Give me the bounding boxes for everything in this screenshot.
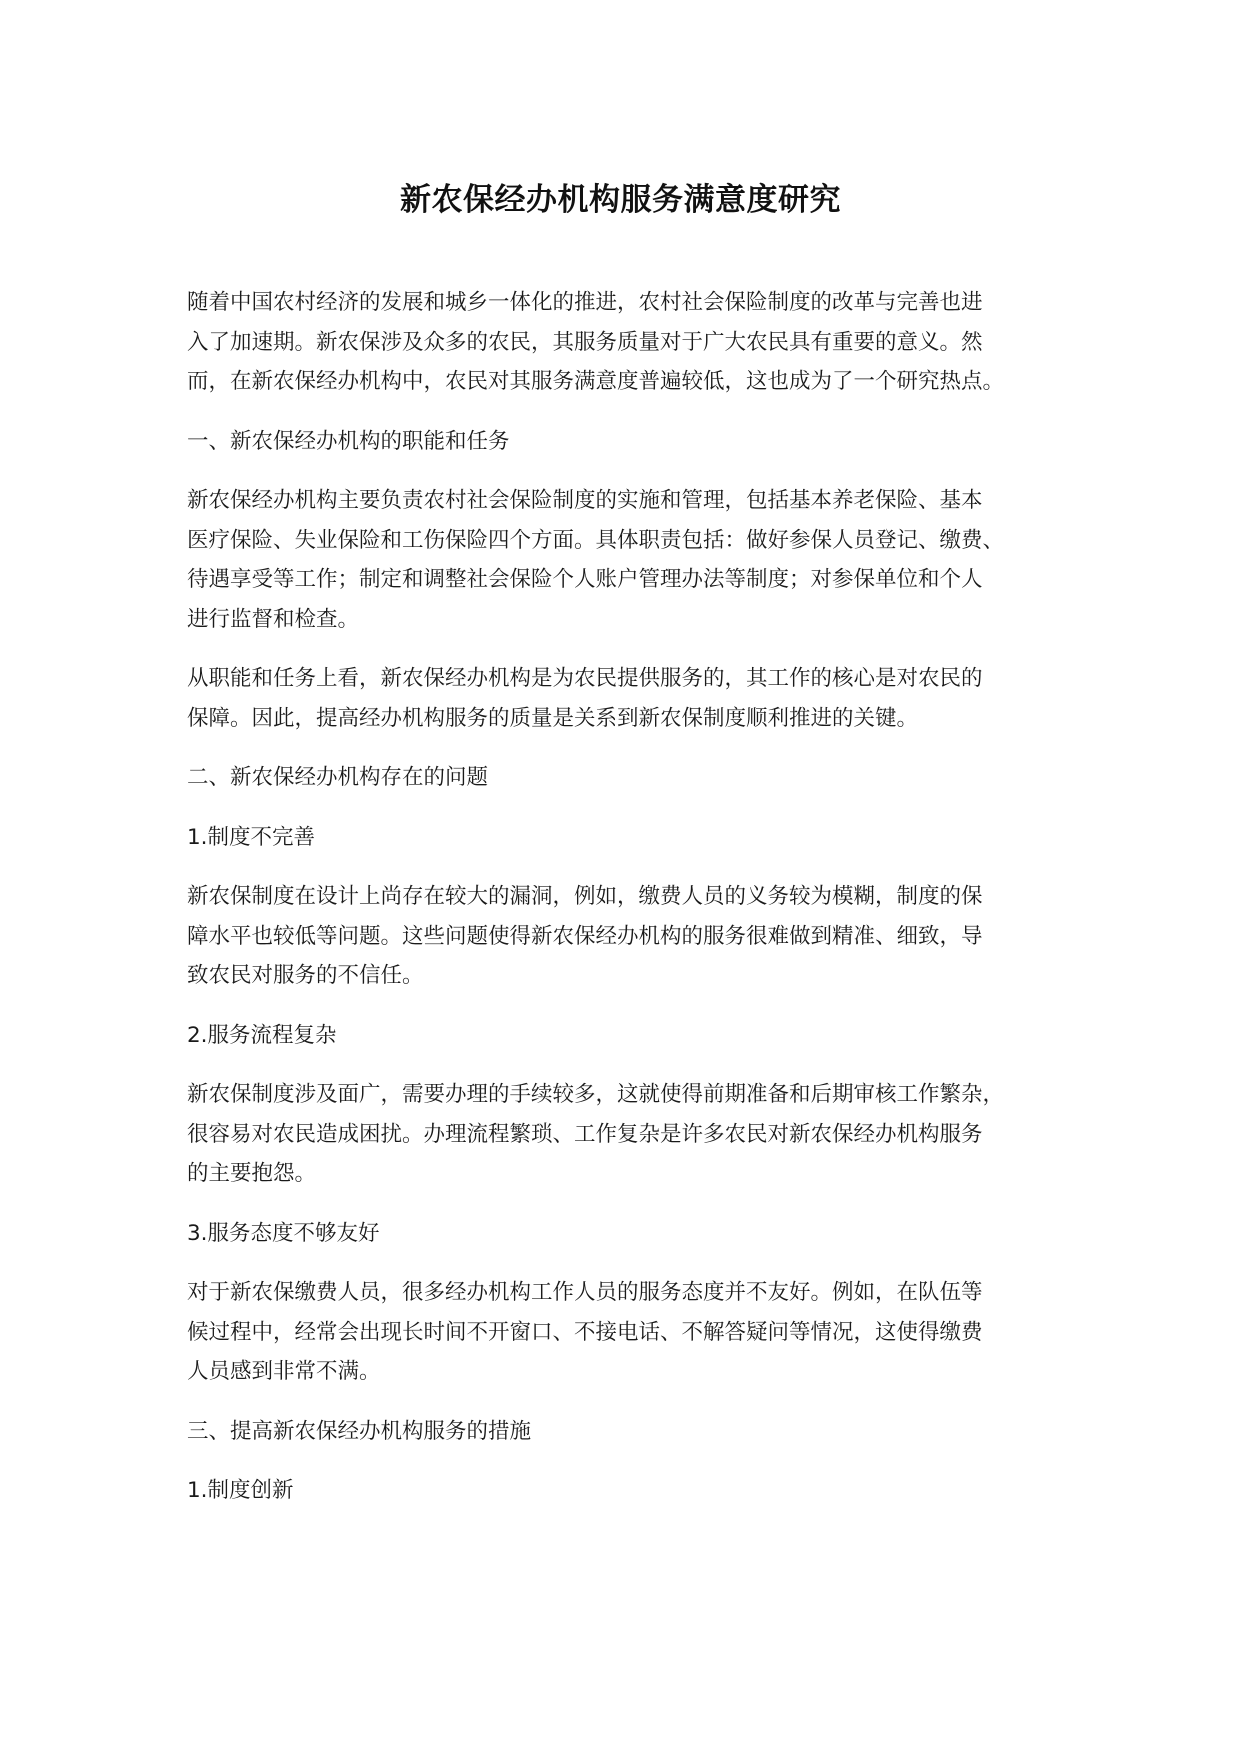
section-heading xyxy=(187,1412,1077,1452)
text-line: 的主要抱怨。 xyxy=(187,1161,317,1186)
text-line: 一、新农保经办机构的职能和任务 xyxy=(187,428,510,454)
text-line: 入了加速期。新农保涉及众多的农民，其服务质量对于广大农民具有重要的意义。然 xyxy=(187,329,983,355)
text-line: 1.制度创新 xyxy=(187,1478,294,1503)
section-heading xyxy=(187,758,1077,798)
text-line: 进行监督和检查。 xyxy=(187,606,360,632)
text-line: 新农保制度在设计上尚存在较大的漏洞，例如，缴费人员的义务较为模糊，制度的保 xyxy=(187,884,983,909)
paragraph xyxy=(187,1273,1077,1392)
text-line: 障水平也较低等问题。这些问题使得新农保经办机构的服务很难做到精准、细致，导 xyxy=(187,923,983,949)
paragraph xyxy=(187,1075,1077,1194)
text-line: 随着中国农村经济的发展和城乡一体化的推进，农村社会保险制度的改革与完善也进 xyxy=(187,290,983,315)
text-line: 人员感到非常不满。 xyxy=(187,1359,381,1384)
text-line: 对于新农保缴费人员，很多经办机构工作人员的服务态度并不友好。例如，在队伍等 xyxy=(187,1280,983,1305)
paragraph xyxy=(187,877,1077,996)
text-line: 保障。因此，提高经办机构服务的质量是关系到新农保制度顺利推进的关键。 xyxy=(187,705,919,731)
subsection-heading xyxy=(187,818,1077,858)
text-line: 致农民对服务的不信任。 xyxy=(187,963,424,988)
text-line: 2.服务流程复杂 xyxy=(187,1022,337,1048)
subsection-heading xyxy=(187,1471,1077,1511)
text-line: 医疗保险、失业保险和工伤保险四个方面。具体职责包括：做好参保人员登记、缴费、 xyxy=(187,527,1005,553)
text-line: 从职能和任务上看，新农保经办机构是为农民提供服务的，其工作的核心是对农民的 xyxy=(187,666,983,691)
paragraph xyxy=(187,481,1077,639)
text-line: 很容易对农民造成困扰。办理流程繁琐、工作复杂是许多农民对新农保经办机构服务 xyxy=(187,1121,983,1147)
text-line: 三、提高新农保经办机构服务的措施 xyxy=(187,1418,532,1444)
text-line: 1.制度不完善 xyxy=(187,824,316,850)
subsection-heading xyxy=(187,1214,1077,1254)
document-body xyxy=(187,283,1077,1531)
text-line: 而，在新农保经办机构中，农民对其服务满意度普遍较低，这也成为了一个研究热点。 xyxy=(187,369,1005,394)
text-line: 新农保制度涉及面广，需要办理的手续较多，这就使得前期准备和后期审核工作繁杂， xyxy=(187,1082,1005,1107)
document-title: 新农保经办机构服务满意度研究 xyxy=(400,182,841,218)
text-line: 待遇享受等工作；制定和调整社会保险个人账户管理办法等制度；对参保单位和个人 xyxy=(187,567,983,592)
text-line: 二、新农保经办机构存在的问题 xyxy=(187,765,489,790)
subsection-heading xyxy=(187,1016,1077,1056)
text-line: 候过程中，经常会出现长时间不开窗口、不接电话、不解答疑问等情况，这使得缴费 xyxy=(187,1319,983,1345)
paragraph xyxy=(187,283,1077,402)
text-line: 新农保经办机构主要负责农村社会保险制度的实施和管理，包括基本养老保险、基本 xyxy=(187,488,983,513)
paragraph xyxy=(187,659,1077,738)
text-line: 3.服务态度不够友好 xyxy=(187,1220,380,1246)
section-heading xyxy=(187,422,1077,462)
